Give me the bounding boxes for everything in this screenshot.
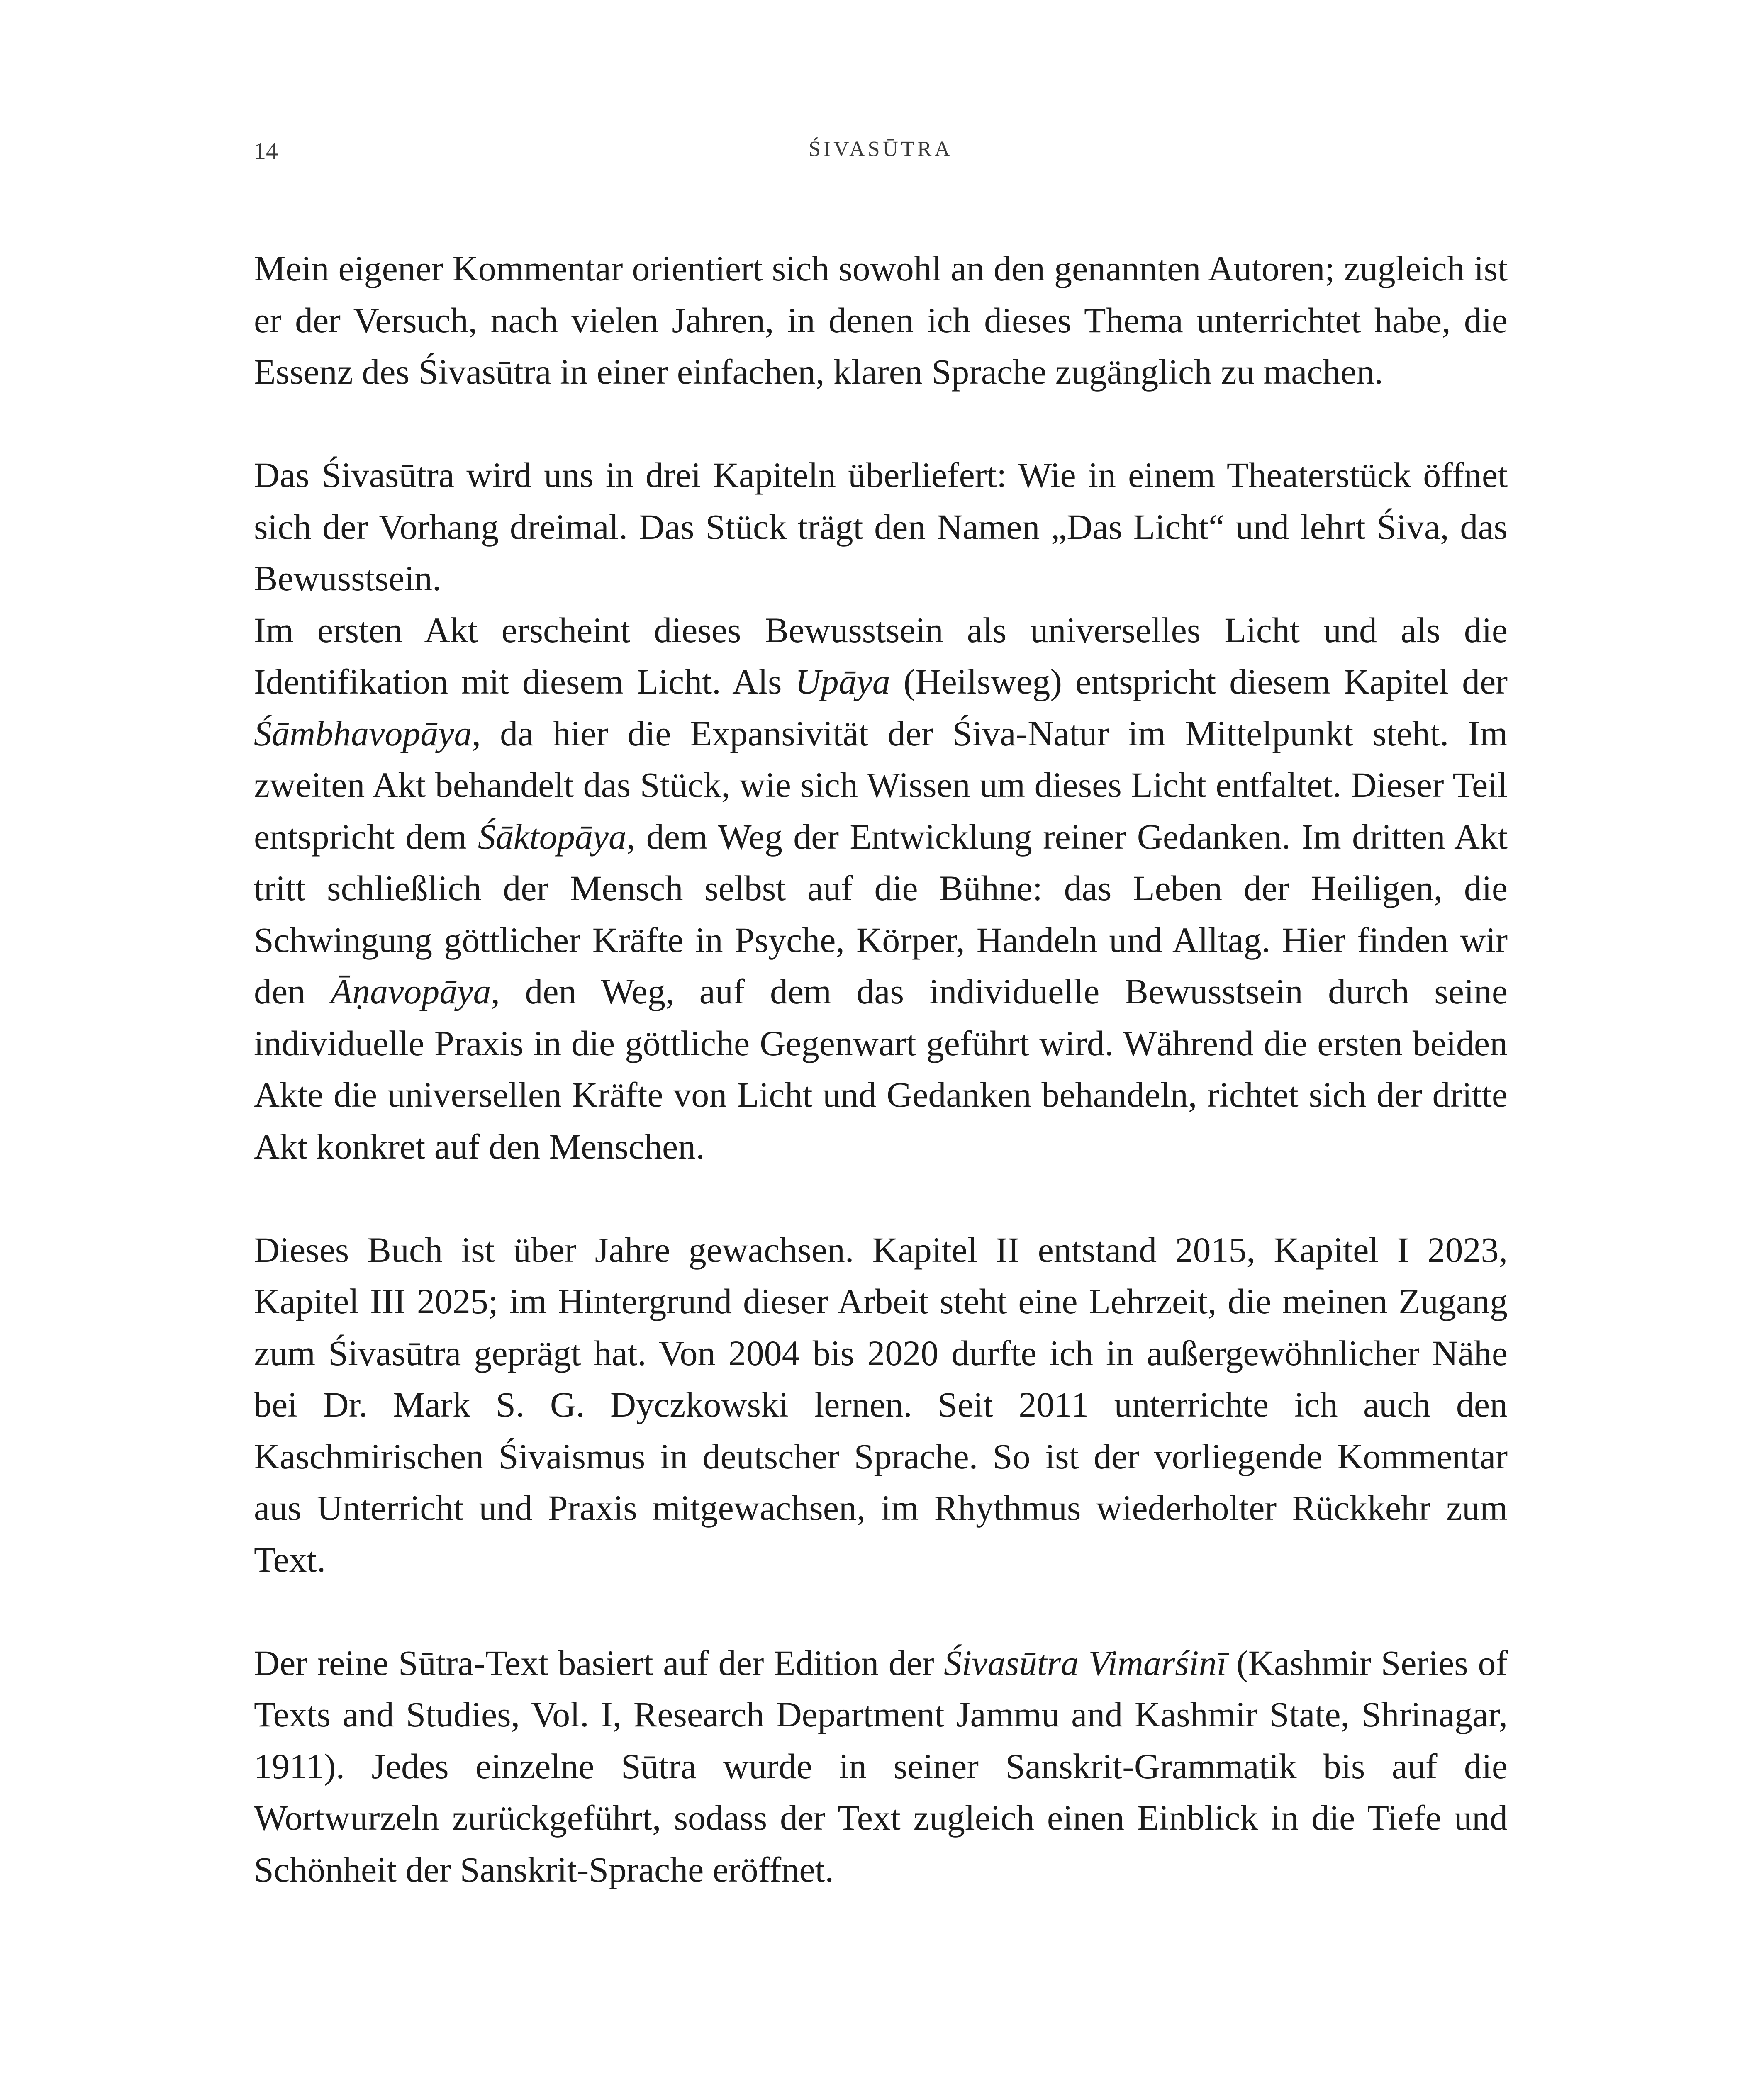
text-segment: (Heilsweg) entspricht diesem Kapitel der bbox=[890, 662, 1508, 701]
text-segment: (Kashmir Series of Texts and Studies, Vol. I, Research Department Jammu and Kashmir State, Shrinagar, 1911). Jedes einzelne Sūtra wurde in seiner Sanskrit-Grammatik bis auf die Wortwurzeln zurückgeführt, sodass der Text zugleich einen Einblick in die Tiefe und Schönheit der Sanskrit-Sprache eröffnet. bbox=[254, 1643, 1508, 1889]
text-segment: Mein eigener Kommentar orientiert sich sowohl an den genannten Autoren; zugleich ist er der Versuch, nach vielen Jahren, in denen ich dieses Thema unterrichtet habe, die Essenz des Śivasūtra in einer einfachen, klaren Sprache zugänglich zu machen. bbox=[254, 248, 1508, 392]
text-segment: , dem Weg der Entwicklung reiner Gedanken. Im dritten Akt tritt schließlich der Mensch selbst auf die Bühne: das Leben der Heiligen, die Schwingung göttlicher Kräfte in Psyche, Körper, Handeln und Alltag. Hier finden wir den bbox=[254, 816, 1508, 1011]
text-segment: Dieses Buch ist über Jahre gewachsen. Kapitel II entstand 2015, Kapitel I 2023, Kapitel III 2025; im Hintergrund dieser Arbeit steht eine Lehrzeit, die meinen Zugang zum Śivasūtra geprägt hat. Von 2004 bis 2020 durfte ich in außergewöhnlicher Nähe bei Dr. Mark S. G. Dyczkowski lernen. Seit 2011 unterrichte ich auch den Kaschmirischen Śivaismus in deutscher Sprache. So ist der vorliegende Kommentar aus Unterricht und Praxis mitgewachsen, im Rhythmus wiederholter Rückkehr zum Text. bbox=[254, 1229, 1508, 1580]
text-segment: , da hier die Expansivität der Śiva-Natur im Mittelpunkt steht. Im zweiten Akt behandelt das Stück, wie sich Wissen um dieses Licht entfaltet. Dieser Teil entspricht dem bbox=[254, 713, 1508, 857]
page-number: 14 bbox=[254, 137, 278, 164]
paragraph-5 bbox=[254, 1637, 1508, 1896]
paragraph-1 bbox=[254, 243, 1508, 398]
text-segment: Im ersten Akt erscheint dieses Bewusstsein als universelles Licht und als die Identifikation mit diesem Licht. Als bbox=[254, 610, 1508, 701]
sanskrit-term-anavopaya: Āṇavopāya bbox=[330, 971, 491, 1011]
paragraph-4 bbox=[254, 1224, 1508, 1586]
text-segment: , den Weg, auf dem das individuelle Bewusstsein durch seine individuelle Praxis in die göttliche Gegenwart geführt wird. Während die ersten beiden Akte die universellen Kräfte von Licht und Gedanken behandeln, richtet sich der dritte Akt konkret auf den Menschen. bbox=[254, 971, 1508, 1166]
sanskrit-term-upaya: Upāya bbox=[795, 662, 890, 701]
text-segment: Der reine Sūtra-Text basiert auf der Edition der bbox=[254, 1643, 944, 1683]
book-title-sivasutra-vimarsini: Śivasūtra Vimarśinī bbox=[944, 1643, 1227, 1683]
paragraph-3 bbox=[254, 604, 1508, 1173]
sanskrit-term-saktopaya: Śāktopāya bbox=[478, 816, 626, 857]
body-text bbox=[254, 243, 1508, 1895]
running-head bbox=[254, 137, 1508, 174]
text-segment: Das Śivasūtra wird uns in drei Kapiteln überliefert: Wie in einem Theaterstück öffnet sich der Vorhang dreimal. Das Stück trägt den Namen „Das Licht“ und lehrt Śiva, das Bewusstsein. bbox=[254, 455, 1508, 598]
running-title: ŚIVASŪTRA bbox=[808, 137, 953, 161]
sanskrit-term-sambhavopaya: Śāmbhavopāya bbox=[254, 713, 472, 753]
paragraph-2 bbox=[254, 449, 1508, 604]
